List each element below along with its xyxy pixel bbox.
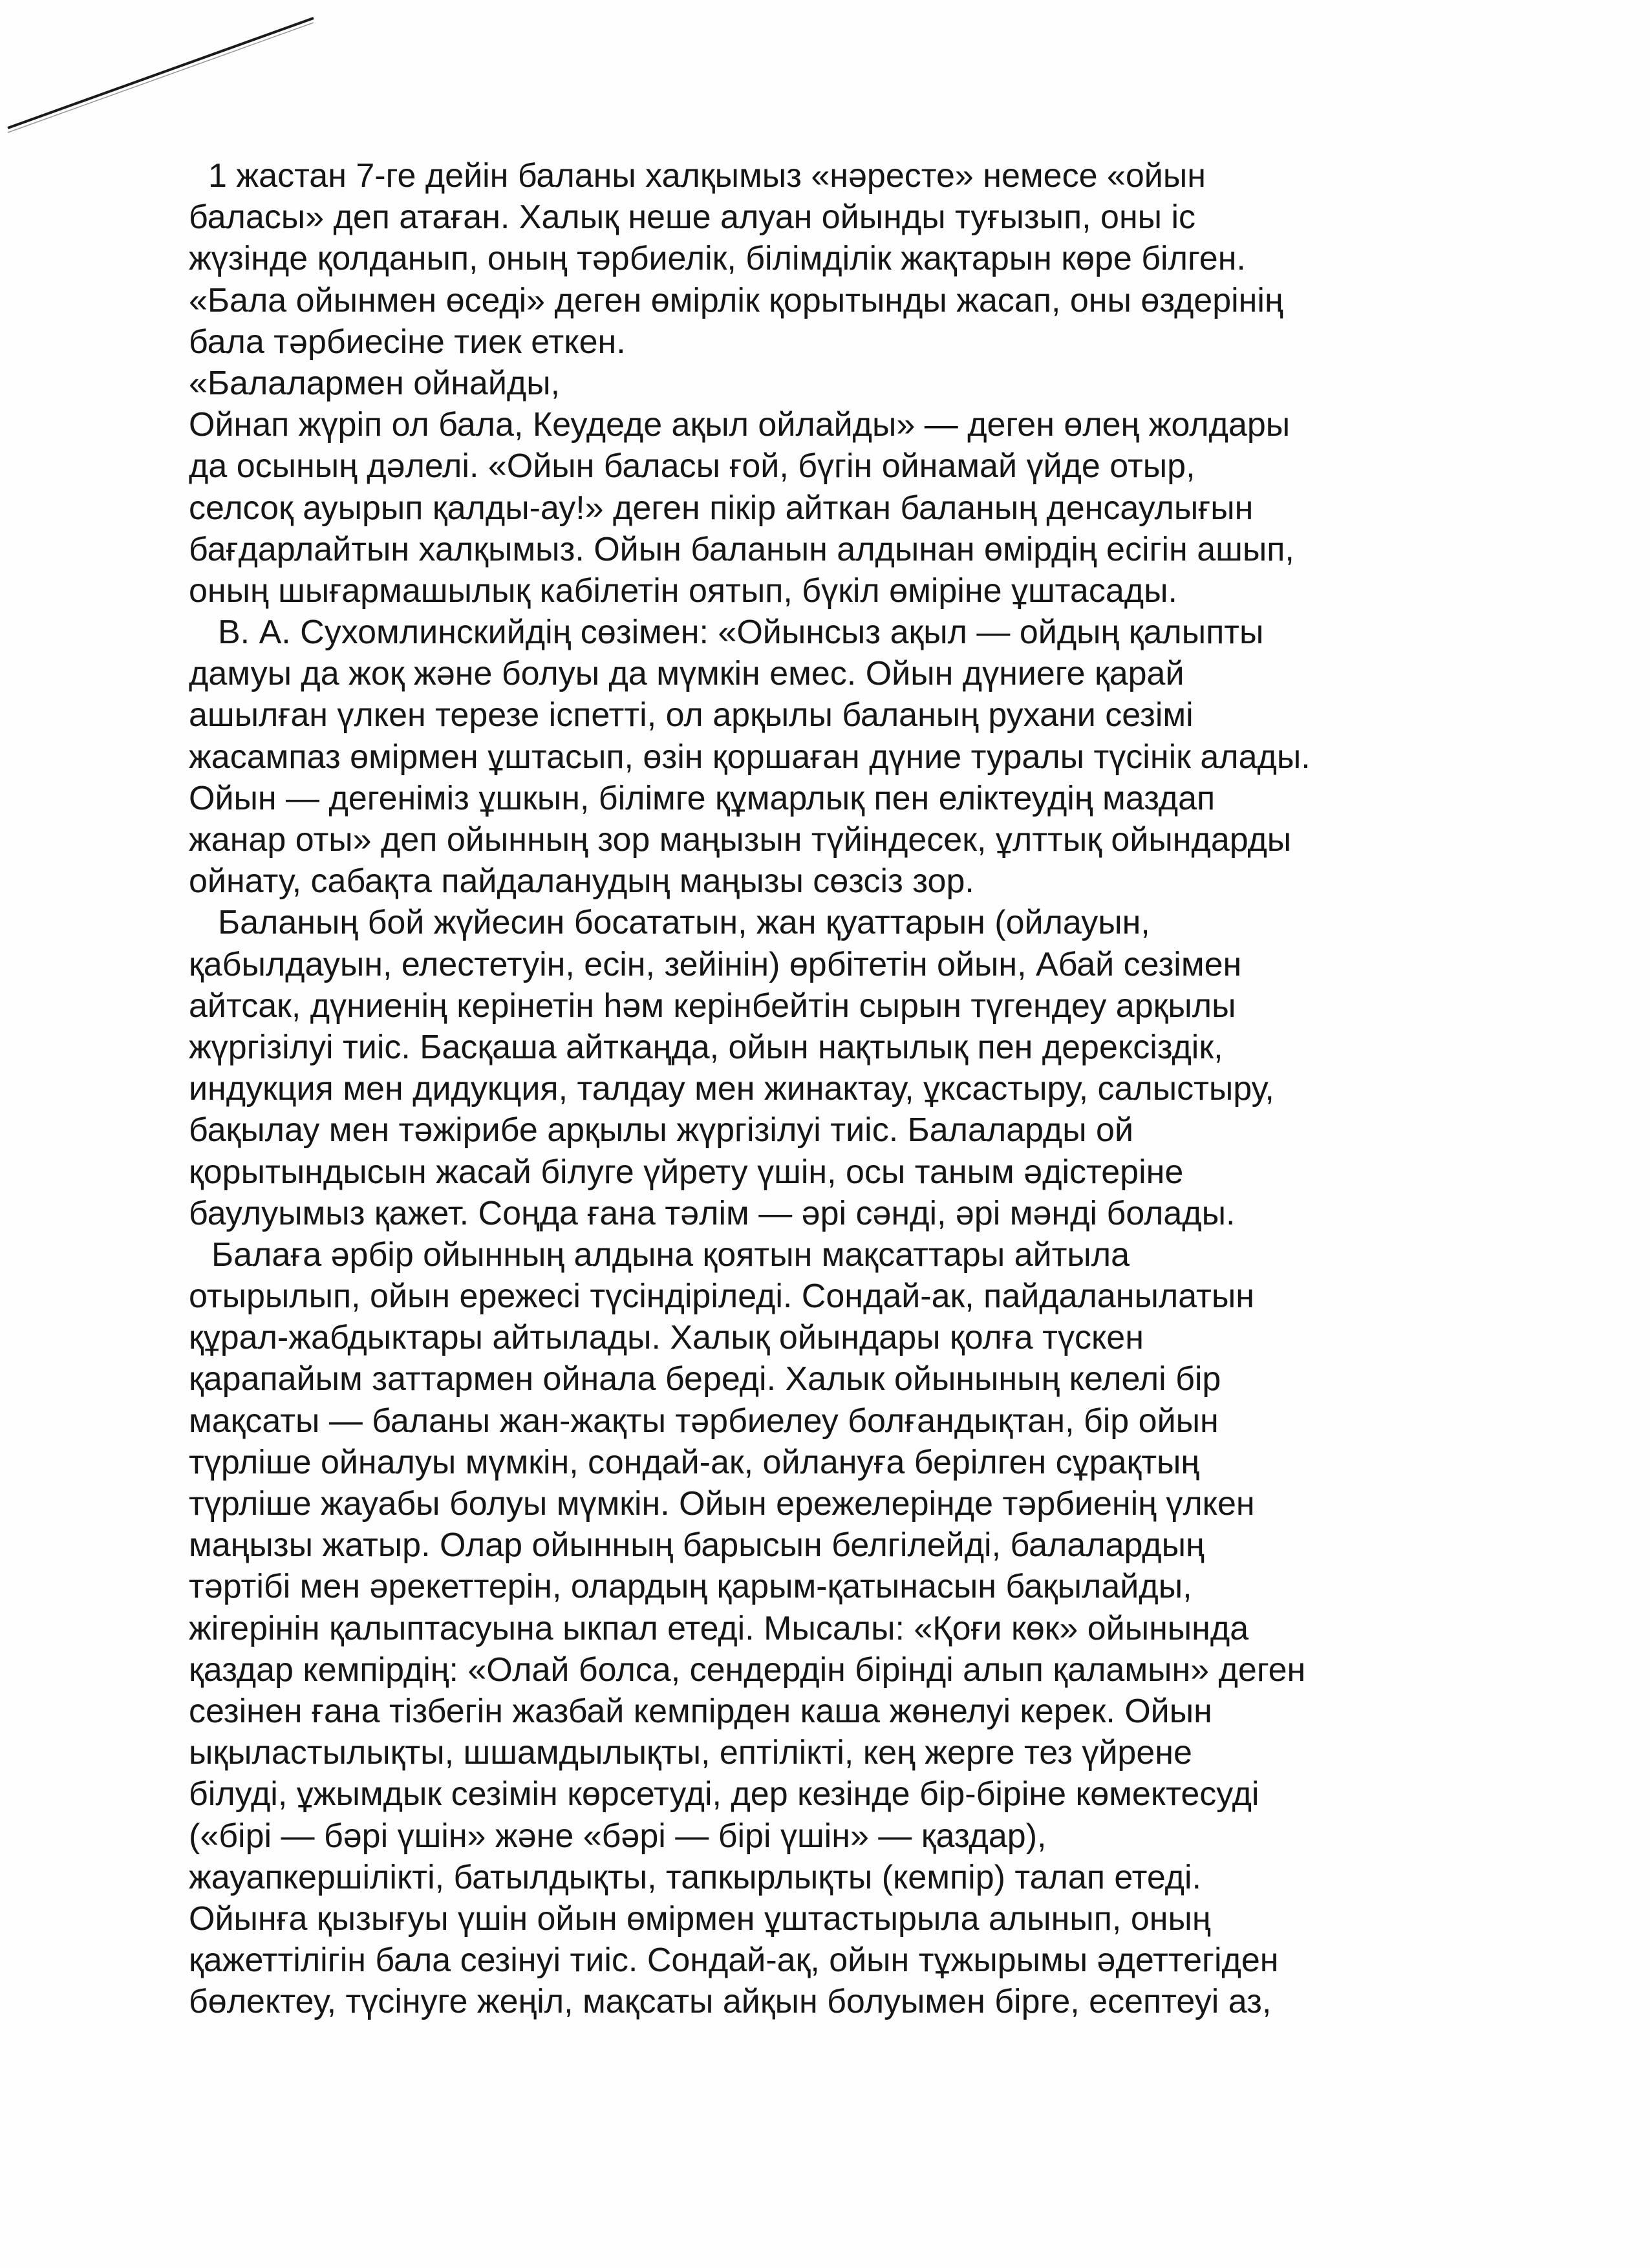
text-line: жауапкершілікті, батылдықты, тапкырлықты (кемпір) талап етеді. — [189, 1858, 1201, 1896]
text-line: Балаға әрбір ойынның алдына қоятын мақсаттары айтыла — [211, 1236, 1130, 1274]
text-line: бақылау мен тәжірибе арқылы жүргізілуі тиіс. Балаларды ой — [189, 1111, 1134, 1150]
text-line: жүргізілуі тиіс. Басқаша айткаңда, ойын нақтылық пен дерексіздік, — [189, 1028, 1223, 1066]
text-line: ашылған үлкен терезе іспетті, ол арқылы баланың рухани сезімі — [189, 696, 1194, 734]
text-line: Ойынға қызығуы үшін ойын өмірмен ұштастырыла алынып, оның — [189, 1899, 1211, 1938]
text-line: баласы» деп атаған. Халық неше алуан ойынды туғызып, оны іс — [189, 198, 1196, 237]
text-line: сезінен ғана тізбегін жазбай кемпірден каша жөнелуі керек. Ойын — [189, 1692, 1212, 1730]
text-line: жасампаз өмірмен ұштасып, өзін қоршаған дүние туралы түсінік алады. — [189, 738, 1311, 776]
text-line: бағдарлайтын халқымыз. Ойын баланын алдынан өмірдің есігін ашып, — [189, 530, 1294, 568]
text-line: («бірі — бәрі үшін» және «бәрі — бірі үшін» — қаздар), — [189, 1817, 1047, 1855]
text-line: бала тәрбиесіне тиек еткен. — [189, 323, 626, 361]
text-line: түрліше жауабы болуы мүмкін. Ойын ережелерінде тәрбиенің үлкен — [189, 1485, 1255, 1523]
text-line: қажеттілігін бала сезінуі тиіс. Сондай-ақ, ойын тұжырымы әдеттегіден — [189, 1942, 1279, 1980]
text-line: дамуы да жоқ және болуы да мүмкін емес. Ойын дүниеге қарай — [189, 655, 1184, 693]
text-line: 1 жастан 7-ге дейін баланы халқымыз «нәресте» немесе «ойын — [208, 157, 1206, 195]
text-line: «Бала ойынмен өседі» деген өмірлік қорытынды жасап, оны өздерінің — [189, 281, 1283, 319]
text-line: селсоқ ауырып қалды-ау!» деген пікір айткан баланың денсаулығын — [189, 489, 1254, 527]
text-line: Баланың бой жүйесин босататын, жан қуаттарын (ойлауын, — [218, 904, 1150, 942]
text-line: айтсак, дүниенің керінетін һәм керінбейтін сырын түгендеу арқылы — [189, 987, 1236, 1025]
text-line: білуді, ұжымдык сезімін көрсетуді, дер кезінде бір-біріне көмектесуді — [189, 1775, 1259, 1813]
text-line: оның шығармашылық кабілетін оятып, бүкіл өміріне ұштасады. — [189, 572, 1177, 610]
text-line: жігерінін қалыптасуына ыкпал етеді. Мысалы: «Қоғи көк» ойынында — [189, 1609, 1249, 1647]
text-line: түрліше ойналуы мүмкін, сондай-ак, ойлануға берілген сұрақтың — [189, 1443, 1200, 1481]
text-line: қаздар кемпірдің: «Олай болса, сендердін бірінді алып қаламын» деген — [189, 1651, 1306, 1689]
text-line: тәртібі мен әрекеттерін, олардың қарым-қатынасын бақылайды, — [189, 1568, 1192, 1606]
text-line: жанар оты» деп ойынның зор маңызын түйіндесек, ұлттық ойындарды — [189, 821, 1292, 859]
text-line: В. А. Сухомлинскийдің сөзімен: «Ойынсыз ақыл — ойдың қалыпты — [218, 614, 1264, 652]
text-line: Ойын — дегеніміз ұшкын, білімге құмарлық пен еліктеудің маздап — [189, 779, 1216, 817]
text-line: отырылып, ойын ережесі түсіндіріледі. Сондай-ак, пайдаланылатын — [189, 1278, 1254, 1316]
text-line: «Балалармен ойнайды, — [189, 364, 561, 402]
text-line: құрал-жабдыктары айтылады. Халық ойындары қолға түскен — [189, 1319, 1144, 1357]
text-line: қарапайым заттармен ойнала береді. Халык ойынының келелі бір — [189, 1360, 1221, 1398]
text-line: мақсаты — баланы жан-жақты тәрбиелеу болғандықтан, бір ойын — [189, 1402, 1219, 1440]
text-line: жүзінде қолданып, оның тәрбиелік, білімділік жақтарын көре білген. — [189, 240, 1246, 278]
text-line: ойнату, сабақта пайдаланудың маңызы сөзсіз зор. — [189, 862, 974, 901]
text-line: бөлектеу, түсінуге жеңіл, мақсаты айқын болуымен бірге, есептеуі аз, — [189, 1983, 1272, 2021]
document-body — [189, 155, 1453, 2022]
text-line: да осының дәлелі. «Ойын баласы ғой, бүгін ойнамай үйде отыр, — [189, 447, 1195, 486]
text-line: Ойнап жүріп ол бала, Кеудеде ақыл ойлайды» — деген өлең жолдары — [189, 406, 1291, 444]
text-line: индукция мен дидукция, талдау мен жинактау, ұксастыру, салыстыру, — [189, 1070, 1274, 1108]
text-line: ықыластылықты, шшамдылықты, ептілікті, кең жерге тез үйрене — [189, 1734, 1192, 1772]
text-line: қорытындысын жасай білуге үйрету үшін, осы таным әдістеріне — [189, 1153, 1184, 1191]
text-line: қабылдауын, елестетуін, есін, зейінін) өрбітетін ойын, Абай сезімен — [189, 945, 1242, 983]
text-line: баулуымыз қажет. Соңда ғана тәлім — әрі сәнді, әрі мәнді болады. — [189, 1194, 1236, 1232]
text-line: маңызы жатыр. Олар ойынның барысын белгілейді, балалардың — [189, 1526, 1205, 1565]
